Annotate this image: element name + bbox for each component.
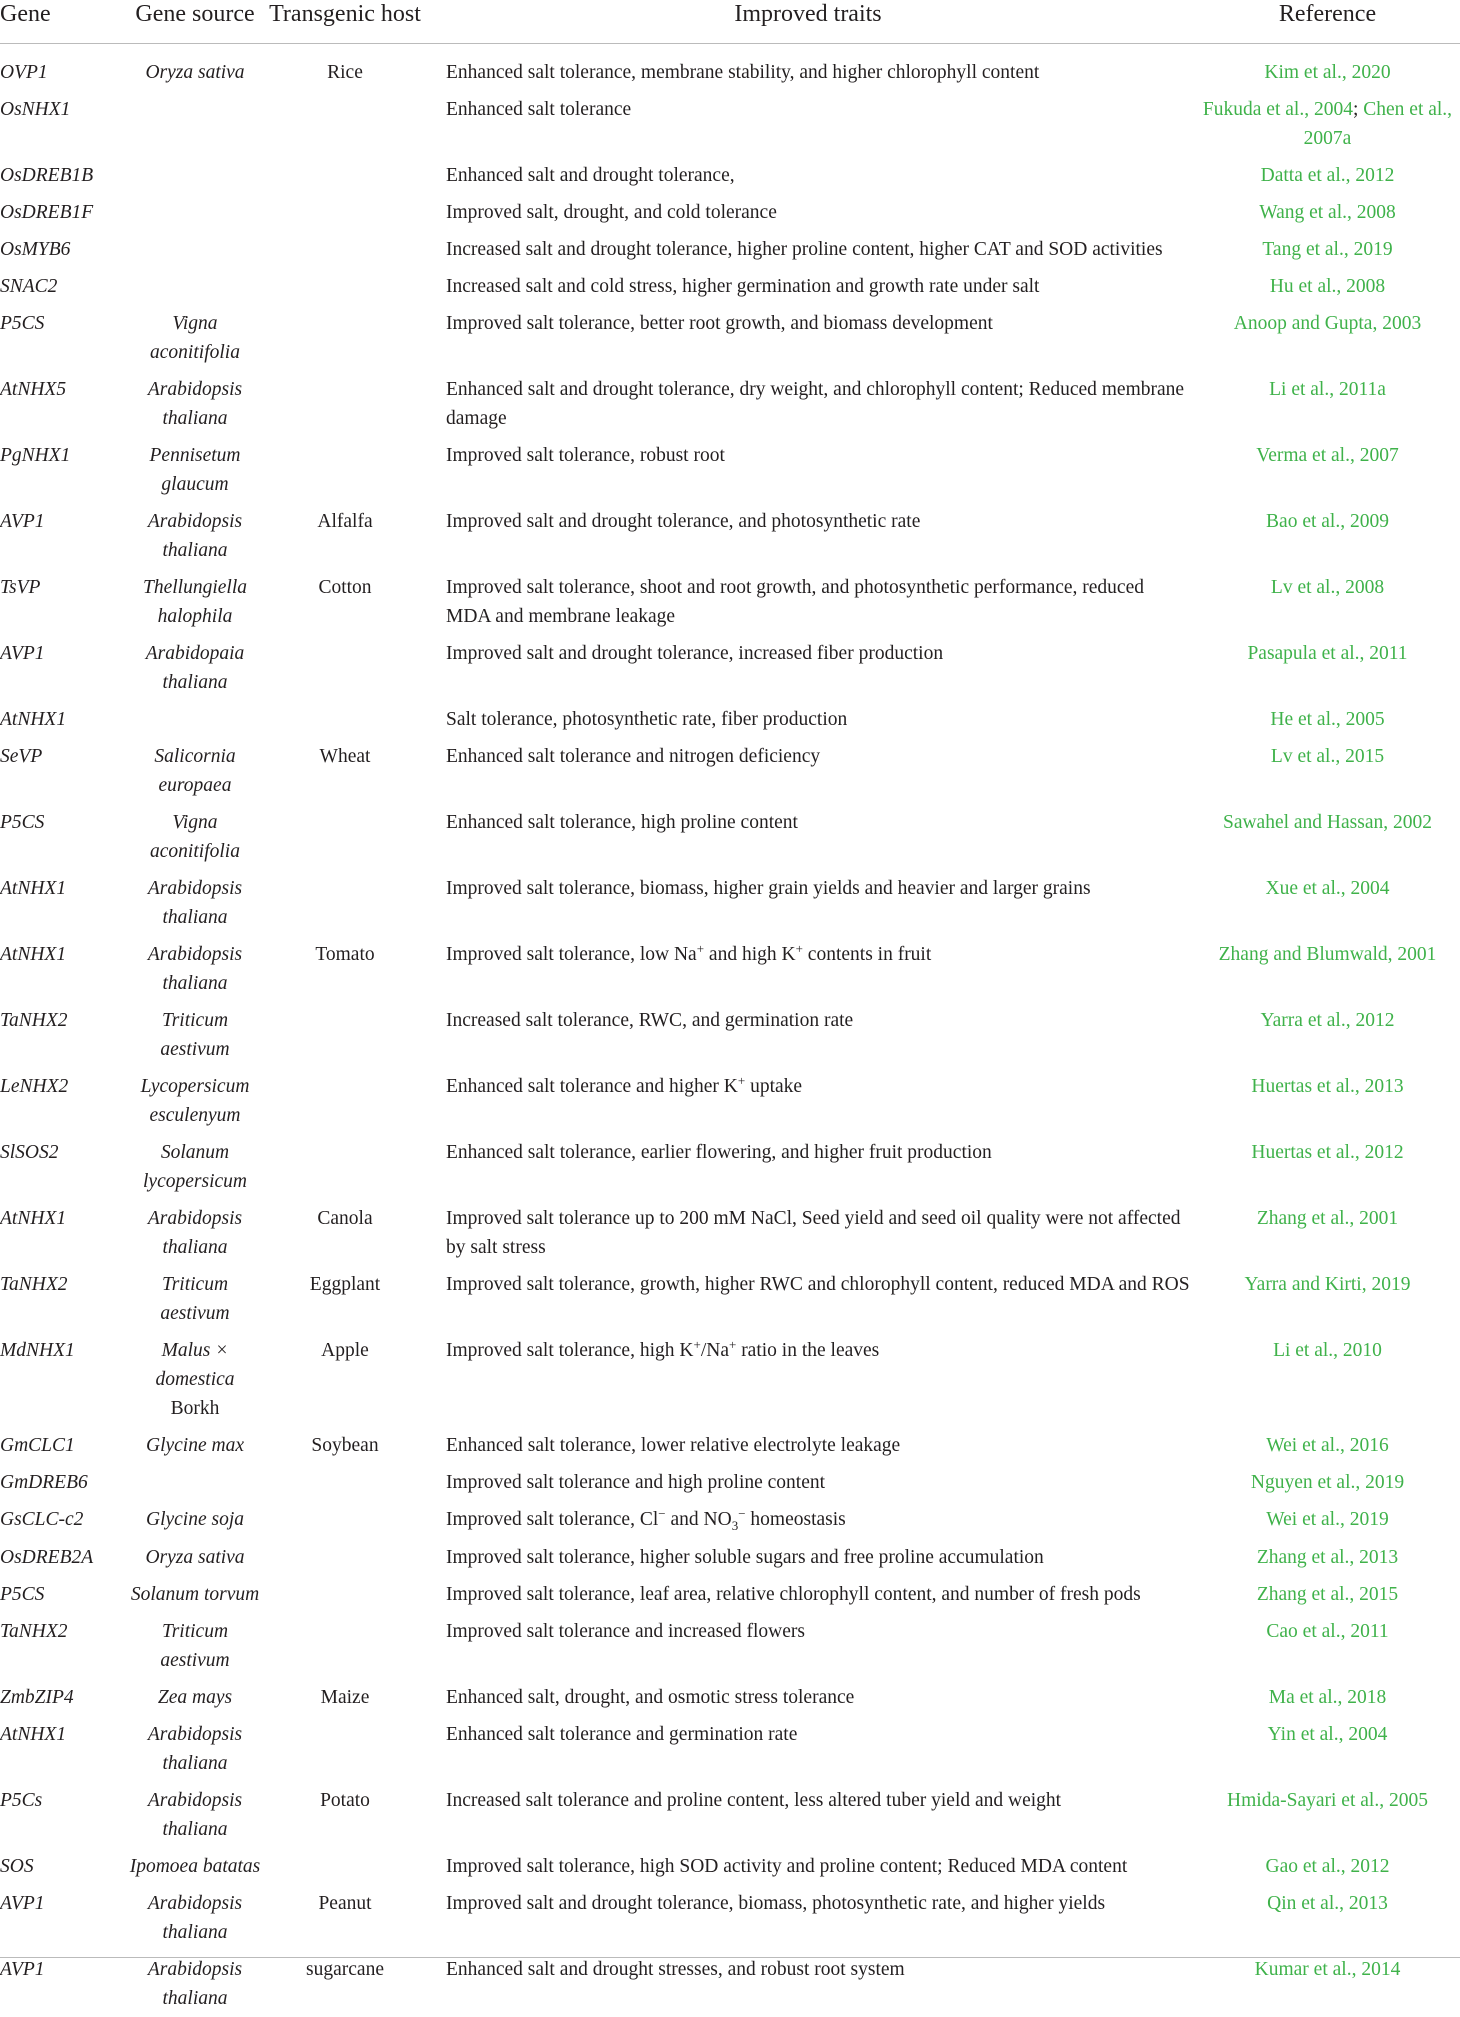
improved-traits-cell [425,1068,1195,1134]
gene-cell: OVP1 [0,44,125,92]
improved-traits-cell: Improved salt tolerance, robust root [425,437,1195,503]
gene-cell: P5Cs [0,1782,125,1848]
reference-link[interactable]: Fukuda et al., 2004 [1203,99,1353,120]
gene-source-cell: Arabidopsis thaliana [125,1716,265,1782]
gene-cell: AVP1 [0,503,125,569]
gene-source-cell [125,268,265,305]
transgenic-host-cell [265,1716,425,1782]
improved-traits-cell: Enhanced salt, drought, and osmotic stress tolerance [425,1679,1195,1716]
gene-cell: SNAC2 [0,268,125,305]
transgenic-host-cell [265,305,425,371]
improved-traits-cell: Salt tolerance, photosynthetic rate, fiber production [425,701,1195,738]
improved-traits-cell: Improved salt tolerance, growth, higher RWC and chlorophyll content, reduced MDA and ROS [425,1266,1195,1332]
reference-link[interactable]: Zhang and Blumwald, 2001 [1219,944,1437,965]
improved-traits-cell: Increased salt tolerance and proline content, less altered tuber yield and weight [425,1782,1195,1848]
table-row [0,503,1460,569]
gene-source-text-extra: domestica [155,1369,234,1390]
table-body [0,44,1460,2017]
improved-traits-cell: Enhanced salt tolerance, membrane stability, and higher chlorophyll content [425,44,1195,92]
table-row [0,91,1460,157]
reference-link[interactable]: Lv et al., 2008 [1271,577,1384,598]
transgenic-host-cell [265,1539,425,1576]
transgenic-host-cell [265,804,425,870]
reference-cell [1195,1134,1460,1200]
traits-text: and high K [704,944,796,965]
reference-cell [1195,157,1460,194]
table-row [0,1501,1460,1539]
reference-link[interactable]: Anoop and Gupta, 2003 [1234,313,1421,334]
gene-source-cell: Triticum aestivum [125,1002,265,1068]
gene-source-cell: Arabidopsis thaliana [125,870,265,936]
gene-cell: PgNHX1 [0,437,125,503]
table-row [0,1539,1460,1576]
reference-separator: ; [1353,99,1363,120]
transgenic-host-cell [265,701,425,738]
reference-cell [1195,371,1460,437]
improved-traits-cell: Enhanced salt tolerance and germination rate [425,1716,1195,1782]
reference-link[interactable]: Sawahel and Hassan, 2002 [1223,812,1432,833]
transgenic-host-cell: Maize [265,1679,425,1716]
table-row [0,305,1460,371]
reference-link[interactable]: Lv et al., 2015 [1271,746,1384,767]
transgenic-host-cell [265,371,425,437]
improved-traits-cell: Improved salt tolerance, leaf area, relative chlorophyll content, and number of fresh pods [425,1576,1195,1613]
header-transgenic-host: Transgenic host [265,0,425,44]
reference-cell [1195,1679,1460,1716]
reference-cell [1195,701,1460,738]
gene-cell: P5CS [0,305,125,371]
table-row [0,1613,1460,1679]
transgenic-host-cell: Peanut [265,1885,425,1951]
transgenic-host-cell: Cotton [265,569,425,635]
table-row [0,1576,1460,1613]
table-row [0,1134,1460,1200]
table-row [0,371,1460,437]
transgenic-host-cell: Apple [265,1332,425,1427]
gene-source-cell: Lycopersicum esculenyum [125,1068,265,1134]
reference-cell [1195,1576,1460,1613]
gene-source-cell: Oryza sativa [125,1539,265,1576]
gene-cell: MdNHX1 [0,1332,125,1427]
gene-cell: AtNHX1 [0,936,125,1002]
gene-cell: GmCLC1 [0,1427,125,1464]
gene-source-cell: Glycine soja [125,1501,265,1539]
transgenic-host-cell: Wheat [265,738,425,804]
reference-link[interactable]: Cao et al., 2011 [1266,1621,1388,1642]
reference-cell [1195,1782,1460,1848]
traits-text: Improved salt tolerance, low Na [446,944,697,965]
gene-source-cell: Arabidopsis thaliana [125,1200,265,1266]
charge-superscript: − [658,1506,665,1521]
transgenic-host-cell: Potato [265,1782,425,1848]
table-row [0,1002,1460,1068]
reference-link[interactable]: Zhang et al., 2015 [1257,1584,1398,1605]
reference-link[interactable]: Bao et al., 2009 [1266,511,1389,532]
reference-link[interactable]: Kim et al., 2020 [1264,62,1390,83]
traits-text: uptake [745,1076,802,1097]
improved-traits-cell: Enhanced salt tolerance, earlier flowering, and higher fruit production [425,1134,1195,1200]
traits-text: Improved salt tolerance, high K [446,1340,693,1361]
gene-source-cell: Zea mays [125,1679,265,1716]
reference-cell [1195,194,1460,231]
table-row [0,1848,1460,1885]
gene-cell: OsDREB2A [0,1539,125,1576]
traits-text: contents in fruit [803,944,931,965]
charge-superscript: + [796,941,803,956]
improved-traits-cell: Increased salt and drought tolerance, higher proline content, higher CAT and SOD activities [425,231,1195,268]
gene-source-cell [125,1332,265,1427]
transgenic-host-cell [265,157,425,194]
gene-cell: OsDREB1F [0,194,125,231]
reference-link[interactable]: Wei et al., 2019 [1266,1509,1388,1530]
reference-link[interactable]: Verma et al., 2007 [1256,445,1398,466]
charge-superscript: + [738,1073,745,1088]
reference-link[interactable]: Ma et al., 2018 [1269,1687,1387,1708]
gene-cell: SOS [0,1848,125,1885]
reference-cell [1195,1427,1460,1464]
gene-cell: TsVP [0,569,125,635]
header-reference: Reference [1195,0,1460,44]
gene-source-cell: Arabidopsis thaliana [125,503,265,569]
reference-link[interactable]: Li et al., 2011a [1269,379,1386,400]
table-row [0,1782,1460,1848]
reference-link[interactable]: Nguyen et al., 2019 [1251,1472,1404,1493]
reference-link[interactable]: He et al., 2005 [1270,709,1384,730]
transgenic-host-cell [265,91,425,157]
gene-cell: SeVP [0,738,125,804]
reference-cell [1195,305,1460,371]
gene-source-cell [125,701,265,738]
improved-traits-cell: Improved salt tolerance, biomass, higher grain yields and heavier and larger grains [425,870,1195,936]
transgenic-host-cell [265,1848,425,1885]
reference-cell [1195,1885,1460,1951]
gene-cell: AtNHX1 [0,701,125,738]
charge-superscript: − [738,1506,745,1521]
gene-cell: LeNHX2 [0,1068,125,1134]
transgenic-host-cell [265,437,425,503]
table-row [0,1200,1460,1266]
reference-link[interactable]: Chen et al., 2007a [1304,99,1452,149]
traits-text: Improved salt tolerance, Cl [446,1509,658,1530]
table-row [0,804,1460,870]
table-header [0,0,1460,44]
traits-text: ratio in the leaves [736,1340,879,1361]
gene-cell: OsMYB6 [0,231,125,268]
reference-link[interactable]: Pasapula et al., 2011 [1247,643,1407,664]
reference-cell [1195,1266,1460,1332]
traits-text: /Na [701,1340,729,1361]
table-row [0,268,1460,305]
gene-source-cell [125,1464,265,1501]
gene-cell: AtNHX5 [0,371,125,437]
table-row [0,1464,1460,1501]
gene-cell: TaNHX2 [0,1002,125,1068]
gene-cell: P5CS [0,804,125,870]
table-row [0,738,1460,804]
header-row [0,0,1460,44]
gene-source-cell: Triticum aestivum [125,1266,265,1332]
reference-link[interactable]: Zhang et al., 2013 [1257,1547,1398,1568]
improved-traits-cell: Increased salt tolerance, RWC, and germination rate [425,1002,1195,1068]
reference-cell [1195,1002,1460,1068]
table-row [0,870,1460,936]
transgenic-host-cell [265,194,425,231]
table-row [0,157,1460,194]
improved-traits-cell: Improved salt tolerance, better root growth, and biomass development [425,305,1195,371]
gene-source-cell: Arabidopsis thaliana [125,1885,265,1951]
transgenic-host-cell [265,1613,425,1679]
formula-subscript: 3 [732,1518,739,1533]
header-gene: Gene [0,0,125,44]
reference-cell [1195,503,1460,569]
gene-source-cell [125,231,265,268]
table-row [0,231,1460,268]
table-row [0,1266,1460,1332]
reference-cell [1195,804,1460,870]
table-row [0,569,1460,635]
improved-traits-cell: Enhanced salt tolerance, high proline content [425,804,1195,870]
transgenic-host-cell [265,1576,425,1613]
reference-cell [1195,1501,1460,1539]
reference-link[interactable]: Kumar et al., 2014 [1255,1959,1401,1980]
reference-link[interactable]: Wang et al., 2008 [1259,202,1396,223]
table-row [0,701,1460,738]
table-row [0,1951,1460,2017]
reference-cell [1195,1539,1460,1576]
improved-traits-cell [425,936,1195,1002]
gene-cell: GmDREB6 [0,1464,125,1501]
gene-source-text: Malus × [162,1340,229,1361]
reference-link[interactable]: Hu et al., 2008 [1270,276,1385,297]
improved-traits-cell [425,1501,1195,1539]
reference-cell [1195,635,1460,701]
gene-source-cell: Pennisetum glaucum [125,437,265,503]
reference-link[interactable]: Qin et al., 2013 [1267,1893,1388,1914]
transgenic-host-cell [265,1501,425,1539]
transgenic-host-cell [265,1134,425,1200]
traits-text: homeostasis [746,1509,846,1530]
reference-cell [1195,1716,1460,1782]
reference-cell [1195,1332,1460,1427]
table-row [0,1716,1460,1782]
gene-source-cell: Oryza sativa [125,44,265,92]
gene-cell: AtNHX1 [0,1716,125,1782]
reference-cell [1195,231,1460,268]
reference-link[interactable]: Datta et al., 2012 [1261,165,1395,186]
improved-traits-cell: Improved salt tolerance and high proline content [425,1464,1195,1501]
gene-cell: TaNHX2 [0,1266,125,1332]
table-row [0,1332,1460,1427]
gene-source-cell: Salicornia europaea [125,738,265,804]
improved-traits-cell: Increased salt and cold stress, higher germination and growth rate under salt [425,268,1195,305]
gene-source-cell: Solanum torvum [125,1576,265,1613]
gene-source-cell: Thellungiella halophila [125,569,265,635]
gene-cell: P5CS [0,1576,125,1613]
improved-traits-cell: Improved salt and drought tolerance, biomass, photosynthetic rate, and higher yields [425,1885,1195,1951]
gene-cell: TaNHX2 [0,1613,125,1679]
gene-cell: GsCLC-c2 [0,1501,125,1539]
transgenic-host-cell [265,231,425,268]
reference-link[interactable]: Hmida-Sayari et al., 2005 [1227,1790,1428,1811]
reference-cell [1195,936,1460,1002]
improved-traits-cell: Enhanced salt tolerance and nitrogen deficiency [425,738,1195,804]
bottom-rule [0,1957,1460,1958]
transgenic-host-cell: Soybean [265,1427,425,1464]
gene-cell: AVP1 [0,1951,125,2017]
improved-traits-cell: Improved salt tolerance and increased flowers [425,1613,1195,1679]
gene-source-cell: Arabidopsis thaliana [125,371,265,437]
reference-cell [1195,91,1460,157]
gene-source-cell: Vigna aconitifolia [125,804,265,870]
header-gene-source: Gene source [125,0,265,44]
gene-cell: OsNHX1 [0,91,125,157]
reference-link[interactable]: Yarra and Kirti, 2019 [1245,1274,1411,1295]
reference-link[interactable]: Xue et al., 2004 [1265,878,1389,899]
transgenic-host-cell [265,268,425,305]
improved-traits-cell: Enhanced salt tolerance, lower relative electrolyte leakage [425,1427,1195,1464]
gene-source-cell [125,157,265,194]
improved-traits-cell: Enhanced salt and drought tolerance, dry weight, and chlorophyll content; Reduced membrane damage [425,371,1195,437]
traits-text: Enhanced salt tolerance and higher K [446,1076,738,1097]
improved-traits-cell: Improved salt, drought, and cold tolerance [425,194,1195,231]
gene-source-cell [125,91,265,157]
table-row [0,194,1460,231]
charge-superscript: + [729,1337,736,1352]
gene-cell: OsDREB1B [0,157,125,194]
transgenic-host-cell [265,635,425,701]
transgenic-host-cell [265,1464,425,1501]
table-row [0,1427,1460,1464]
table-row [0,1068,1460,1134]
reference-cell [1195,1848,1460,1885]
reference-link[interactable]: Huertas et al., 2012 [1251,1142,1403,1163]
reference-link[interactable]: Yarra et al., 2012 [1261,1010,1395,1031]
gene-cell: AtNHX1 [0,870,125,936]
reference-cell [1195,437,1460,503]
reference-cell [1195,1068,1460,1134]
improved-traits-cell: Improved salt and drought tolerance, and photosynthetic rate [425,503,1195,569]
gene-source-cell: Solanum lycopersicum [125,1134,265,1200]
gene-source-cell: Arabidopsis thaliana [125,1951,265,2017]
improved-traits-cell: Improved salt and drought tolerance, increased fiber production [425,635,1195,701]
table-row [0,44,1460,92]
reference-link[interactable]: Li et al., 2010 [1273,1340,1382,1361]
reference-cell [1195,1951,1460,2017]
header-improved-traits: Improved traits [425,0,1195,44]
reference-cell [1195,1613,1460,1679]
gene-cell: SlSOS2 [0,1134,125,1200]
reference-link[interactable]: Zhang et al., 2001 [1257,1208,1398,1229]
improved-traits-cell: Enhanced salt and drought tolerance, [425,157,1195,194]
improved-traits-cell: Improved salt tolerance, higher soluble sugars and free proline accumulation [425,1539,1195,1576]
gene-source-cell: Arabidopsis thaliana [125,936,265,1002]
table-row [0,635,1460,701]
transgenic-host-cell [265,1002,425,1068]
reference-cell [1195,1464,1460,1501]
gene-source-cell: Ipomoea batatas [125,1848,265,1885]
transgenic-host-cell: Eggplant [265,1266,425,1332]
traits-text: and NO [666,1509,732,1530]
gene-source-authority: Borkh [171,1398,220,1419]
reference-cell [1195,870,1460,936]
transgenic-host-cell: Canola [265,1200,425,1266]
transgenic-host-cell [265,870,425,936]
improved-traits-cell [425,1332,1195,1427]
transgenic-host-cell: sugarcane [265,1951,425,2017]
gene-source-cell: Triticum aestivum [125,1613,265,1679]
transgenic-host-cell: Tomato [265,936,425,1002]
gene-cell: AVP1 [0,635,125,701]
reference-link[interactable]: Gao et al., 2012 [1265,1856,1389,1877]
charge-superscript: + [693,1337,700,1352]
reference-cell [1195,268,1460,305]
improved-traits-cell: Improved salt tolerance, high SOD activity and proline content; Reduced MDA content [425,1848,1195,1885]
reference-link[interactable]: Tang et al., 2019 [1262,239,1392,260]
gene-source-cell: Glycine max [125,1427,265,1464]
gene-source-cell: Arabidopaia thaliana [125,635,265,701]
gene-cell: ZmbZIP4 [0,1679,125,1716]
charge-superscript: + [697,941,704,956]
reference-cell [1195,1200,1460,1266]
gene-source-cell [125,194,265,231]
transgenic-host-cell [265,1068,425,1134]
table-row [0,1885,1460,1951]
transgenic-host-cell: Rice [265,44,425,92]
table-row [0,437,1460,503]
transgenic-host-cell: Alfalfa [265,503,425,569]
reference-link[interactable]: Yin et al., 2004 [1268,1724,1388,1745]
table-row [0,1679,1460,1716]
improved-traits-cell: Enhanced salt tolerance [425,91,1195,157]
table-row [0,936,1460,1002]
reference-link[interactable]: Huertas et al., 2013 [1251,1076,1403,1097]
improved-traits-cell: Improved salt tolerance, shoot and root growth, and photosynthetic performance, reduced MDA and membrane leakage [425,569,1195,635]
reference-link[interactable]: Wei et al., 2016 [1266,1435,1388,1456]
reference-cell [1195,738,1460,804]
gene-source-cell: Arabidopsis thaliana [125,1782,265,1848]
gene-cell: AtNHX1 [0,1200,125,1266]
gene-cell: AVP1 [0,1885,125,1951]
reference-cell [1195,44,1460,92]
improved-traits-cell: Enhanced salt and drought stresses, and robust root system [425,1951,1195,2017]
reference-cell [1195,569,1460,635]
improved-traits-cell: Improved salt tolerance up to 200 mM NaCl, Seed yield and seed oil quality were not affected by salt stress [425,1200,1195,1266]
gene-source-cell: Vigna aconitifolia [125,305,265,371]
